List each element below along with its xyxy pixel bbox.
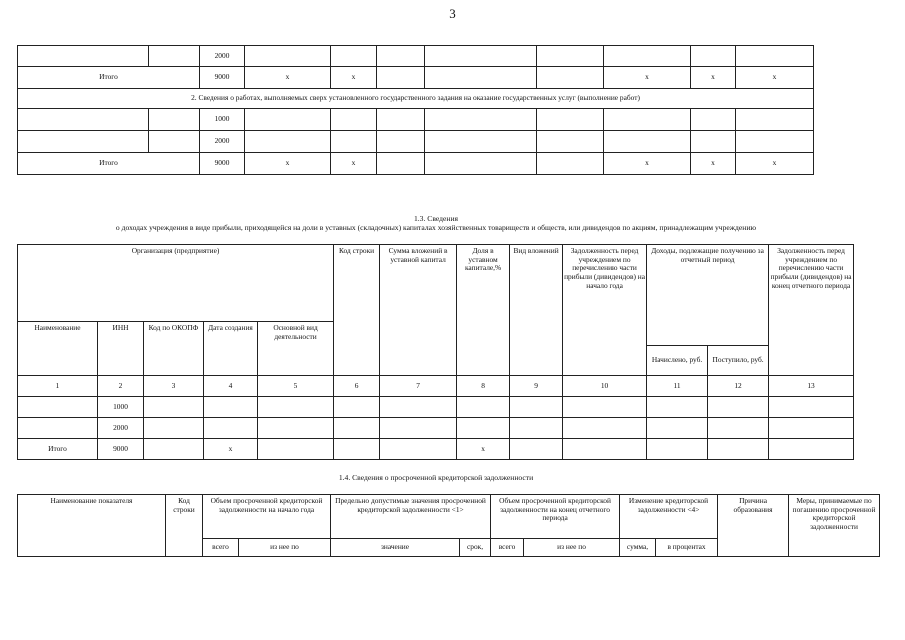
section-2-title: 2. Сведения о работах, выполняемых сверх установленного государственного задания на оказание государственных услуг (выполнение работ) (18, 89, 814, 109)
header-reason: Причина образования (718, 495, 789, 557)
header-of-which-start: из нее по (239, 539, 331, 557)
header-investment-type: Вид вложений (510, 245, 563, 376)
header-row-code: Код строки (334, 245, 380, 376)
header-debt-end: Задолженность перед учреждением по перечислению части прибыли (дивидендов) на конец отчетного периода (769, 245, 854, 376)
header-accrued: Начислено, руб. (647, 346, 708, 376)
table-row: 2000 (18, 131, 814, 153)
header-organization: Организация (предприятие) (18, 245, 334, 322)
table-row-total: Итого 9000 x x x x x (18, 67, 814, 89)
header-activity: Основной вид деятельности (258, 322, 334, 376)
header-income: Доходы, подлежащие получению за отчетный период (647, 245, 769, 346)
continuation-table (17, 45, 814, 175)
header-created: Дата создания (204, 322, 258, 376)
header-row-code: Код строки (166, 495, 203, 557)
header-overdue-start: Объем просроченной кредиторской задолженности на начало года (203, 495, 331, 539)
section-1-3-title: 1.3. Сведения (413, 214, 459, 223)
header-total-start: всего (203, 539, 239, 557)
header-name: Наименование (18, 322, 98, 376)
header-inn: ИНН (98, 322, 144, 376)
table-row-total: Итого 9000 x x x x x (18, 153, 814, 175)
overdue-debt-table (17, 494, 880, 557)
section-1-3-heading (16, 214, 856, 233)
header-total-end: всего (491, 539, 524, 557)
header-share: Доля в уставном капитале,% (457, 245, 510, 376)
table-row-total: Итого 9000 x x (18, 439, 854, 460)
section-1-4-title: 1.4. Сведения о просроченной кредиторской задолженности (338, 473, 534, 482)
income-table (17, 244, 854, 460)
header-measures: Меры, принимаемые по погашению просроченной кредиторской задолженности (789, 495, 880, 557)
table-row: 1000 (18, 397, 854, 418)
header-percent: в процентах (656, 539, 718, 557)
header-value: значение (331, 539, 460, 557)
header-investment-sum: Сумма вложений в уставной капитал (380, 245, 457, 376)
header-of-which-end: из нее по (524, 539, 620, 557)
page-number: 3 (449, 6, 456, 21)
table-row: 1000 (18, 109, 814, 131)
header-change: Изменение кредиторской задолженности <4> (620, 495, 718, 539)
header-term: срок, (460, 539, 491, 557)
header-received: Поступило, руб. (708, 346, 769, 376)
header-sum: сумма, (620, 539, 656, 557)
header-overdue-end: Объем просроченной кредиторской задолженности на конец отчетного периода (491, 495, 620, 539)
header-indicator: Наименование показателя (18, 495, 166, 557)
header-okopf: Код по ОКОПФ (144, 322, 204, 376)
header-debt-start: Задолженность перед учреждением по перечислению части прибыли (дивидендов) на начало года (563, 245, 647, 376)
header-max-allowed: Предельно допустимые значения просроченной кредиторской задолженности <1> (331, 495, 491, 539)
section-2-title-row (18, 89, 814, 109)
table-row: 2000 (18, 418, 854, 439)
table-row: 2000 (18, 46, 814, 67)
column-numbers-row: 1 2 3 4 5 6 7 8 9 10 11 12 13 (18, 376, 854, 397)
section-1-3-subtitle: о доходах учреждения в виде прибыли, приходящейся на доли в уставных (складочных) капиталах хозяйственных товариществ и обществ, или дивидендов по акциям, принадлежащим учреждению (115, 223, 757, 233)
